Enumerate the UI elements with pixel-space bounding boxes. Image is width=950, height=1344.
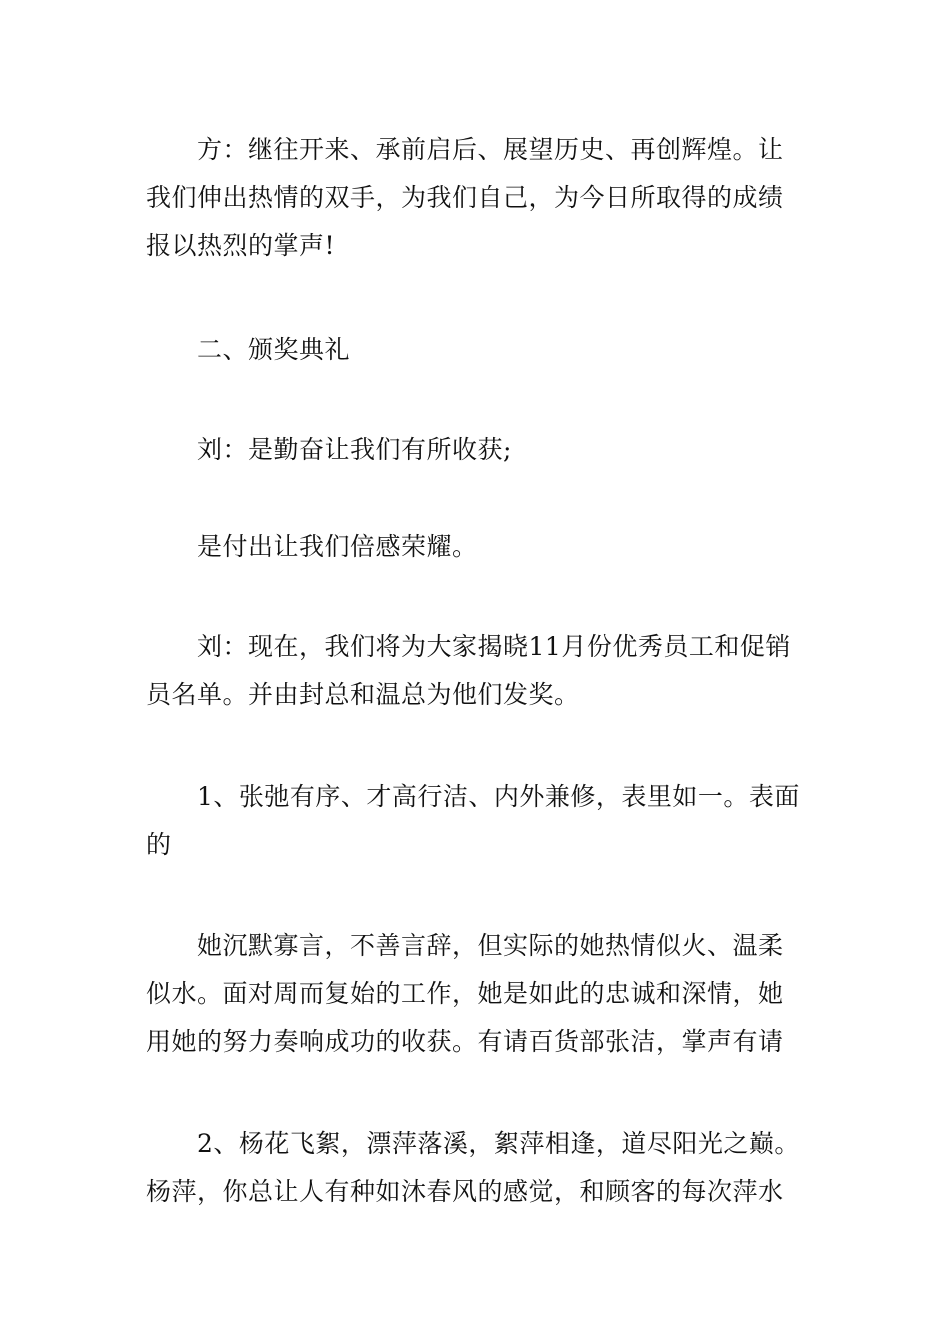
paragraph-award-1: 1、张弛有序、才高行洁、内外兼修，表里如一。表面的 bbox=[146, 782, 800, 859]
paragraph-award-1-detail: 她沉默寡言，不善言辞，但实际的她热情似火、温柔似水。面对周而复始的工作，她是如此的忠诚和深情，她用她的努力奏响成功的收获。有请百货部张洁，掌声有请 bbox=[146, 931, 784, 1056]
paragraph-liu-announcement: 刘：现在，我们将为大家揭晓11月份优秀员工和促销员名单。并由封总和温总为他们发奖。 bbox=[146, 632, 791, 709]
paragraph-closing-remarks: 方：继往开来、承前启后、展望历史、再创辉煌。让我们伸出热情的双手，为我们自己，为今日所取得的成绩报以热烈的掌声! bbox=[146, 135, 784, 260]
paragraph-award-2: 2、杨花飞絮，漂萍落溪，絮萍相逢，道尽阳光之巅。杨萍，你总让人有种如沐春风的感觉，和顾客的每次萍水 bbox=[146, 1129, 800, 1206]
paragraph-liu-line-1: 刘：是勤奋让我们有所收获; bbox=[197, 435, 512, 464]
paragraph-liu-line-2: 是付出让我们倍感荣耀。 bbox=[197, 532, 478, 561]
section-heading-award-ceremony: 二、颁奖典礼 bbox=[197, 335, 351, 364]
